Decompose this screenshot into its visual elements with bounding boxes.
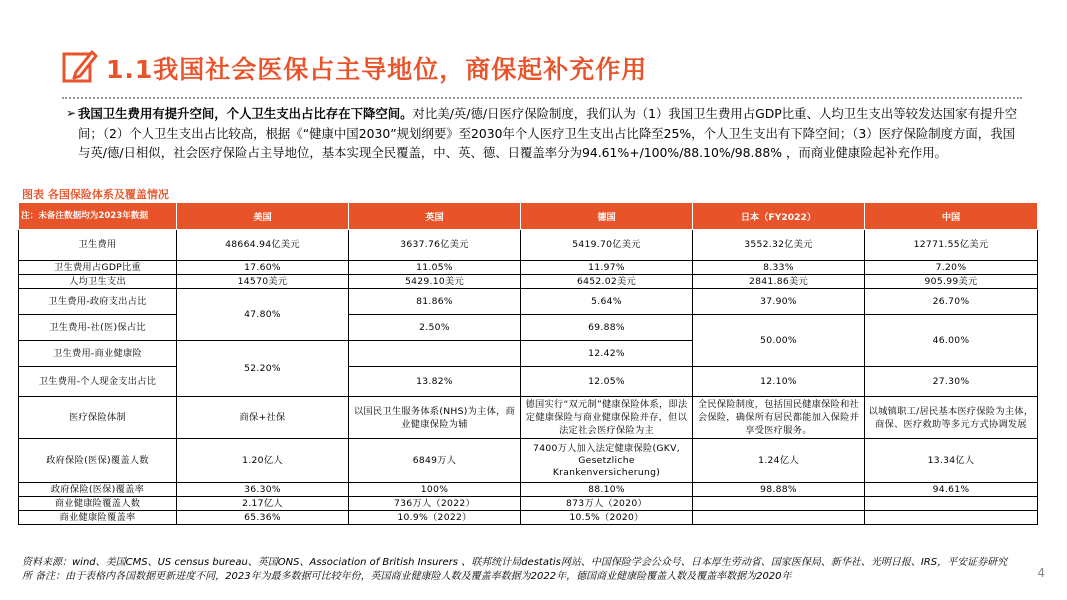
cell: 65.36%	[177, 511, 349, 525]
intro-bold: 我国卫生费用有提升空间，个人卫生支出占比存在下降空间。	[78, 106, 413, 121]
row-label: 政府保险(医保)覆盖率	[19, 483, 177, 497]
cell: 46.00%	[865, 315, 1038, 367]
intro-text: 对比美/英/德/日医疗保险制度，我们认为（1）我国卫生费用占GDP比重、人均卫生支出等较发达国家有提升空间；（2）个人卫生支出占比较高，根据《“健康中国2030”规划纲要》至2030年个人医疗卫生支出占比降至25%，个人卫生支出有下降空间；（3）医疗保险制度方面，我国与英/德/日相似，社会医疗保险占主导地位，基本实现全民覆盖，中、英、德、日覆盖率分为94.61%+/100%/88.10%/98.88% ，而商业健康险起补充作用。	[78, 106, 1018, 160]
cell: 3637.76亿美元	[349, 230, 521, 261]
cell: 98.88%	[693, 483, 865, 497]
cell	[693, 497, 865, 511]
cell: 10.9%（2022）	[349, 511, 521, 525]
cell: 36.30%	[177, 483, 349, 497]
cell: 德国实行“双元制”健康保险体系，即法定健康保险与商业健康保险并存，但以法定社会医疗保险为主	[521, 397, 693, 439]
cell: 69.88%	[521, 315, 693, 341]
cell: 26.70%	[865, 289, 1038, 315]
cell: 13.82%	[349, 367, 521, 397]
cell: 47.80%	[177, 289, 349, 341]
table-row	[19, 289, 1038, 315]
insurance-table	[18, 202, 1037, 525]
table-row	[19, 315, 1038, 341]
table-row	[19, 497, 1038, 511]
table-row	[19, 367, 1038, 397]
cell: 14570美元	[177, 275, 349, 289]
row-label: 卫生费用	[19, 230, 177, 261]
cell: 13.34亿人	[865, 439, 1038, 483]
title-divider	[62, 97, 1022, 99]
cell: 6849万人	[349, 439, 521, 483]
cell: 10.5%（2020）	[521, 511, 693, 525]
table-row	[19, 261, 1038, 275]
cell: 12.10%	[693, 367, 865, 397]
cell: 5.64%	[521, 289, 693, 315]
table-note: 注：未备注数据均为2023年数据	[19, 203, 177, 230]
row-label: 商业健康险覆盖率	[19, 511, 177, 525]
row-label: 医疗保险体制	[19, 397, 177, 439]
cell	[865, 511, 1038, 525]
col-header-cn: 中国	[865, 203, 1038, 230]
table-row	[19, 275, 1038, 289]
cell: 7.20%	[865, 261, 1038, 275]
cell: 全民保险制度，包括国民健康保险和社会保险，确保所有居民都能加入保险并享受医疗服务。	[693, 397, 865, 439]
edit-icon	[62, 48, 98, 84]
cell: 48664.94亿美元	[177, 230, 349, 261]
cell: 873万人（2020）	[521, 497, 693, 511]
cell: 12771.55亿美元	[865, 230, 1038, 261]
cell: 1.24亿人	[693, 439, 865, 483]
col-header-de: 德国	[521, 203, 693, 230]
cell	[865, 497, 1038, 511]
cell: 736万人（2022）	[349, 497, 521, 511]
cell: 12.05%	[521, 367, 693, 397]
page-title: 1.1我国社会医保占主导地位，商保起补充作用	[106, 55, 648, 84]
cell	[693, 511, 865, 525]
cell: 以城镇职工/居民基本医疗保险为主体，商保、医疗救助等多元方式协调发展	[865, 397, 1038, 439]
cell: 2.17亿人	[177, 497, 349, 511]
cell: 5429.10美元	[349, 275, 521, 289]
page-number: 4	[1037, 566, 1045, 580]
cell: 905.99美元	[865, 275, 1038, 289]
arrow-bullet-icon: ➢	[66, 106, 77, 120]
cell: 27.30%	[865, 367, 1038, 397]
col-header-jp: 日本（FY2022）	[693, 203, 865, 230]
cell: 7400万人加入法定健康保险(GKV, Gesetzliche Krankenversicherung)	[521, 439, 693, 483]
intro-paragraph	[66, 104, 1026, 163]
table-row	[19, 439, 1038, 483]
cell: 12.42%	[521, 341, 693, 367]
cell: 94.61%	[865, 483, 1038, 497]
row-label: 卫生费用占GDP比重	[19, 261, 177, 275]
cell: 11.97%	[521, 261, 693, 275]
row-label: 卫生费用-商业健康险	[19, 341, 177, 367]
cell: 50.00%	[693, 315, 865, 367]
table-row	[19, 511, 1038, 525]
cell: 2841.86美元	[693, 275, 865, 289]
cell: 52.20%	[177, 341, 349, 397]
source-footnote: 资料来源：wind、美国CMS、US census bureau、英国ONS、Association of British Insurers 、联邦统计局destatis网站、中国保险学会公众号、日本厚生劳动省、国家医保局、新华社、光明日报、IRS，平安证券研究所 备注：由于表格内各国数据更新进度不同，2023年为最多数据可比较年份，英国商业健康险人数及覆盖率数据为2022年，德国商业健康险覆盖人数及覆盖率数据为2020年	[22, 557, 1008, 582]
col-header-us: 美国	[177, 203, 349, 230]
cell: 88.10%	[521, 483, 693, 497]
cell: 3552.32亿美元	[693, 230, 865, 261]
cell: 81.86%	[349, 289, 521, 315]
cell: 17.60%	[177, 261, 349, 275]
table-row	[19, 397, 1038, 439]
cell: 1.20亿人	[177, 439, 349, 483]
row-label: 政府保险(医保)覆盖人数	[19, 439, 177, 483]
cell: 以国民卫生服务体系(NHS)为主体，商业健康保险为辅	[349, 397, 521, 439]
cell: 6452.02美元	[521, 275, 693, 289]
row-label: 卫生费用-个人现金支出占比	[19, 367, 177, 397]
table-header-row	[19, 203, 1038, 230]
cell: 5419.70亿美元	[521, 230, 693, 261]
row-label: 商业健康险覆盖人数	[19, 497, 177, 511]
cell: 11.05%	[349, 261, 521, 275]
row-label: 卫生费用-社(医)保占比	[19, 315, 177, 341]
col-header-uk: 英国	[349, 203, 521, 230]
table-row	[19, 483, 1038, 497]
row-label: 人均卫生支出	[19, 275, 177, 289]
cell: 8.33%	[693, 261, 865, 275]
cell: 37.90%	[693, 289, 865, 315]
cell: 100%	[349, 483, 521, 497]
cell: 2.50%	[349, 315, 521, 341]
cell	[349, 341, 521, 367]
cell: 商保+社保	[177, 397, 349, 439]
table-row	[19, 230, 1038, 261]
table-caption: 图表 各国保险体系及覆盖情况	[22, 188, 169, 201]
row-label: 卫生费用-政府支出占比	[19, 289, 177, 315]
